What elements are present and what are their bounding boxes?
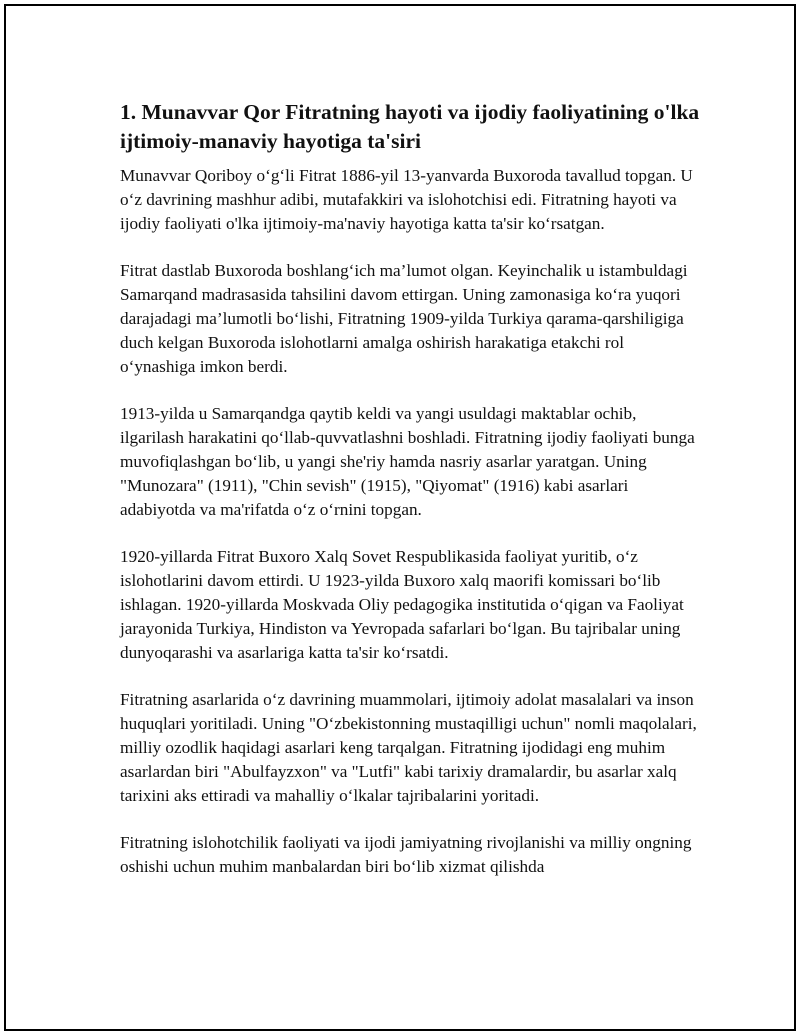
- paragraph-3: 1913-yilda u Samarqandga qaytib keldi va yangi usuldagi maktablar ochib, ilgarilash harakatini qo‘llab-quvvatlashni boshladi. Fitratning ijodiy faoliyati bunga muvofiqlashgan bo‘lib, u yangi she'riy hamda nasriy asarlar yaratgan. Uning "Munozara" (1911), "Chin sevish" (1915), "Qiyomat" (1916) kabi asarlari adabiyotda va ma'rifatda o‘z o‘rnini topgan.: [120, 403, 695, 520]
- document-title: 1. Munavvar Qor Fitratning hayoti va ijodiy faoliyatining o'lka ijtimoiy-manaviy hayotiga ta'siri: [120, 100, 700, 153]
- document-body: [120, 98, 700, 901]
- paragraph-4: 1920-yillarda Fitrat Buxoro Xalq Sovet Respublikasida faoliyat yuritib, o‘z islohotlarini davom ettirdi. U 1923-yilda Buxoro xalq maorifi komissari bo‘lib ishlagan. 1920-yillarda Moskvada Oliy pedagogika institutida o‘qigan va Faoliyat jarayonida Turkiya, Hindiston va Yevropada safarlari bo‘lgan. Bu tajribalar uning dunyoqarashi va asarlariga katta ta'sir ko‘rsatdi.: [120, 546, 684, 663]
- paragraph-1: Munavvar Qoriboy o‘g‘li Fitrat 1886-yil 13-yanvarda Buxoroda tavallud topgan. U o‘z davrining mashhur adibi, mutafakkiri va islohotchisi edi. Fitratning hayoti va ijodiy faoliyati o'lka ijtimoiy-ma'naviy hayotiga katta ta'sir ko‘rsatgan.: [120, 166, 693, 234]
- paragraph-6: Fitratning islohotchilik faoliyati va ijodi jamiyatning rivojlanishi va milliy ongning oshishi uchun muhim manbalardan biri bo‘lib xizmat qilishda: [120, 832, 692, 876]
- paragraph-5: Fitratning asarlarida o‘z davrining muammolari, ijtimoiy adolat masalalari va inson huquqlari yoritiladi. Uning "O‘zbekistonning mustaqilligi uchun" nomli maqolalari, milliy ozodlik haqidagi asarlari keng tarqalgan. Fitratning ijodidagi eng muhim asarlardan biri "Abulfayzxon" va "Lutfi" kabi tarixiy dramalardir, bu asarlar xalq tarixini aks ettiradi va mahalliy o‘lkalar tajribalarini yoritadi.: [120, 689, 697, 806]
- page-frame: [4, 4, 796, 1031]
- paragraph-2: Fitrat dastlab Buxoroda boshlang‘ich ma’lumot olgan. Keyinchalik u istambuldagi Samarqand madrasasida tahsilini davom ettirgan. Uning zamonasiga ko‘ra yuqori darajadagi ma’lumotli bo‘lishi, Fitratning 1909-yilda Turkiya qarama-qarshiligiga duch kelgan Buxoroda islohotlarni amalga oshirish harakatiga etakchi rol o‘ynashiga imkon berdi.: [120, 260, 688, 377]
